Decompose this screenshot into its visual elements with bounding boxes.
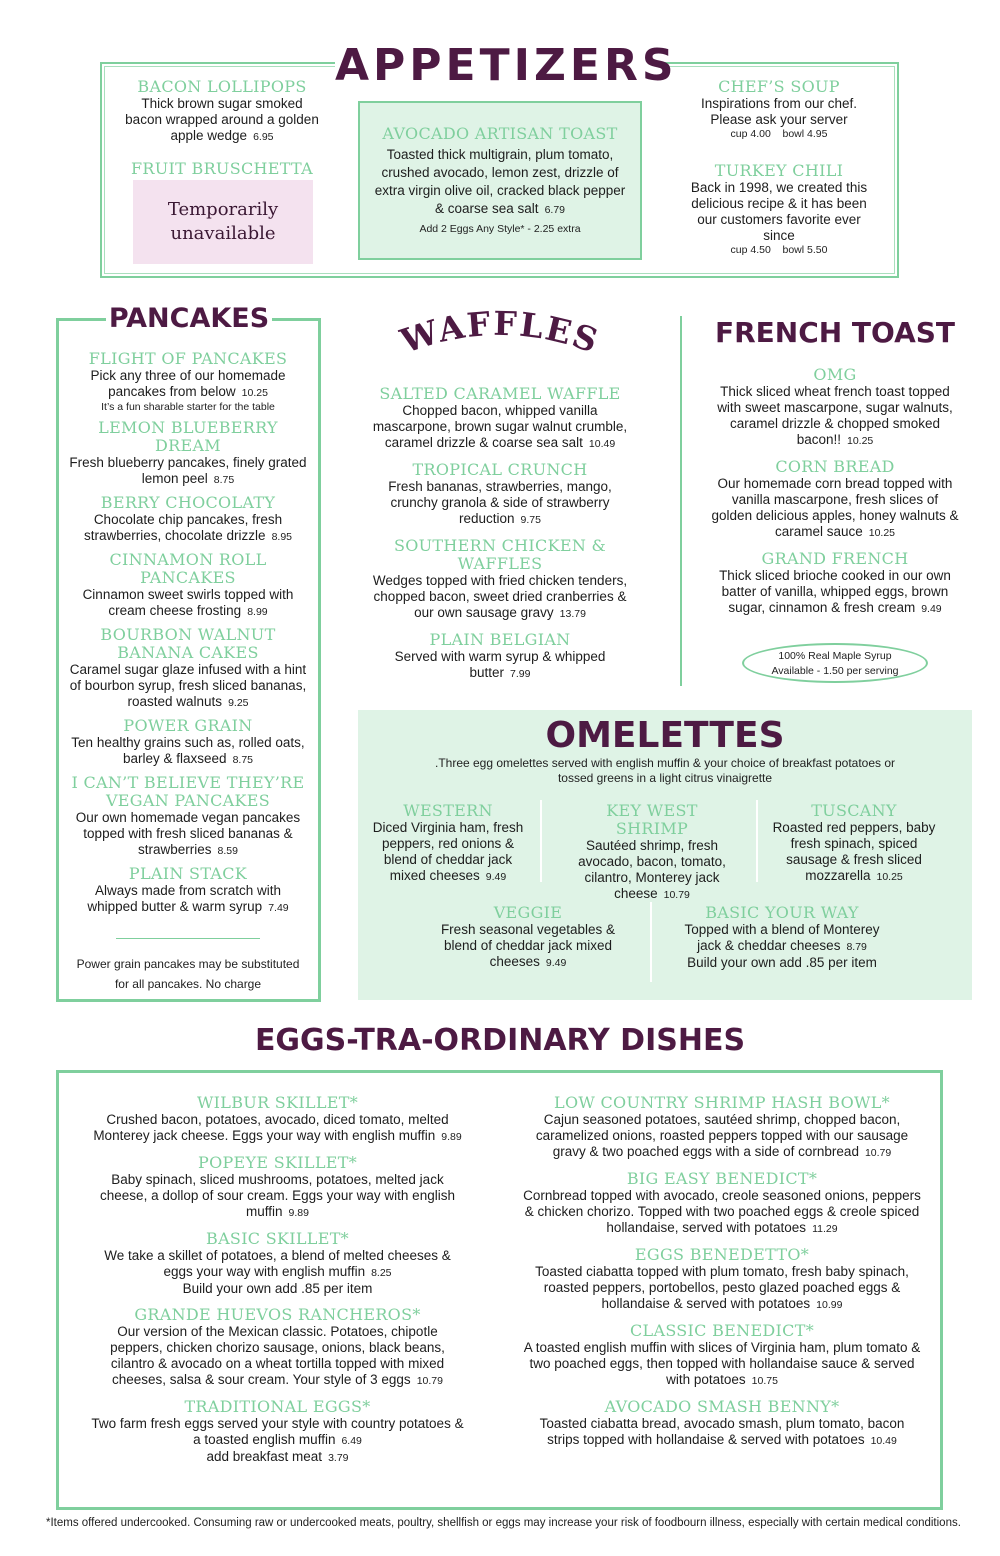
omelette-divider-1 bbox=[540, 800, 542, 882]
item-price: 7.49 bbox=[268, 902, 289, 914]
item-price: 9.49 bbox=[485, 871, 507, 883]
menu-item bbox=[68, 865, 308, 916]
item-price: 9.25 bbox=[228, 697, 249, 709]
item-title: AVOCADO ARTISAN TOAST bbox=[382, 124, 618, 143]
item-price: 9.89 bbox=[288, 1207, 309, 1219]
item-title: CINNAMON ROLL PANCAKES bbox=[109, 550, 267, 587]
item-desc-text: Diced Virginia ham, fresh peppers, red onions & blend of cheddar jack mixed cheeses bbox=[372, 820, 524, 883]
item-title: GRAND FRENCH bbox=[761, 549, 909, 568]
menu-item bbox=[710, 550, 960, 617]
item-desc-text: Wedges topped with fried chicken tenders, chopped bacon, sweet dried cranberries & our own sausage gravy bbox=[372, 573, 628, 620]
item-desc: Inspirations from our chef. Please ask your server bbox=[700, 96, 858, 127]
item-desc bbox=[68, 455, 308, 488]
menu-item bbox=[522, 1170, 922, 1237]
item-desc-text: Two farm fresh eggs served your style with country potatoes & a toasted english muffin bbox=[91, 1416, 464, 1447]
item-note: Add 2 Eggs Any Style* - 2.25 extra bbox=[419, 223, 581, 235]
item-desc-text: Served with warm syrup & whipped butter bbox=[394, 649, 606, 680]
omelettes-intro: .Three egg omelettes served with english muffin & your choice of breakfast potatoes or tossed greens in a light citrus vinaigrette bbox=[434, 756, 896, 785]
item-desc bbox=[122, 96, 322, 145]
menu-item bbox=[68, 717, 308, 768]
omelette-basic-your-way bbox=[676, 904, 888, 971]
item-note bbox=[68, 401, 308, 413]
omelette-divider-3 bbox=[650, 902, 652, 982]
item-desc bbox=[366, 820, 530, 885]
omelette-western bbox=[366, 802, 530, 885]
item-desc-text: Toasted thick multigrain, plum tomato, crushed avocado, lemon zest, drizzle of extra virgin olive oil, cracked black pepper & coarse sea salt bbox=[374, 147, 626, 216]
item-title: KEY WEST SHRIMP bbox=[606, 801, 698, 838]
item-desc-text: Baby spinach, sliced mushrooms, potatoes, melted jack cheese, a dollop of sour cream. Eggs your way with english muffin bbox=[100, 1172, 455, 1219]
menu-item bbox=[522, 1398, 922, 1449]
pancakes-footnote: Power grain pancakes may be substituted for all pancakes. No charge bbox=[76, 957, 300, 991]
item-desc-text: Our homemade corn bread topped with vanilla mascarpone, fresh slices of golden delicious apples, honey walnuts & caramel sauce bbox=[711, 476, 959, 539]
item-price: 8.79 bbox=[846, 941, 867, 953]
item-price: 8.75 bbox=[232, 754, 253, 766]
menu-item bbox=[90, 1230, 465, 1297]
eggs-left-column bbox=[90, 1094, 465, 1475]
item-price: 10.75 bbox=[751, 1375, 778, 1387]
item-desc bbox=[68, 587, 308, 620]
item-price: 10.79 bbox=[864, 1147, 892, 1159]
item-price: 8.25 bbox=[371, 1267, 392, 1279]
item-desc bbox=[710, 384, 960, 449]
item-desc bbox=[364, 649, 636, 682]
menu-item bbox=[68, 626, 308, 711]
item-title: WILBUR SKILLET* bbox=[196, 1093, 359, 1112]
item-note-text: It’s a fun sharable starter for the table bbox=[101, 401, 275, 413]
item-desc-text: Roasted red peppers, baby fresh spinach, spiced sausage & fresh sliced mozzarella bbox=[772, 820, 936, 883]
menu-item bbox=[522, 1322, 922, 1389]
eggs-right-column bbox=[522, 1094, 922, 1458]
omelettes-heading: OMELETTES bbox=[545, 715, 785, 756]
item-price: 10.25 bbox=[241, 387, 268, 399]
item-title: PLAIN BELGIAN bbox=[429, 630, 571, 649]
item-desc-text: We take a skillet of potatoes, a blend of melted cheeses & eggs your way with english muffin bbox=[104, 1248, 451, 1279]
item-note bbox=[90, 1449, 465, 1466]
item-desc-text: A toasted english muffin with slices of Virginia ham, plum tomato & two poached eggs, then topped with hollandaise sauce & served with potatoes bbox=[523, 1340, 921, 1387]
item-price: 8.59 bbox=[217, 845, 238, 857]
waffles-french-divider bbox=[680, 316, 682, 686]
waffle-list bbox=[364, 385, 636, 691]
cup-price: 4.50 bbox=[750, 244, 771, 256]
item-title: BERRY CHOCOLATY bbox=[100, 493, 276, 512]
waffles-heading-svg bbox=[380, 300, 620, 370]
item-note-text: Build your own add .85 per item bbox=[182, 1281, 373, 1296]
item-price: 6.79 bbox=[544, 204, 565, 216]
item-note: Build your own add .85 per item bbox=[687, 955, 877, 970]
item-desc bbox=[90, 1248, 465, 1281]
item-title: WESTERN bbox=[403, 801, 493, 820]
item-desc-text: Cornbread topped with avocado, creole seasoned onions, peppers & chicken chorizo. Topped with two poached eggs & creole spiced hollandaise, served with potatoes bbox=[523, 1188, 921, 1235]
menu-item bbox=[522, 1094, 922, 1161]
item-title: OMG bbox=[813, 365, 857, 384]
item-note bbox=[90, 1281, 465, 1297]
menu-item bbox=[90, 1094, 465, 1145]
item-desc bbox=[772, 820, 936, 885]
item-desc-text: Ten healthy grains such as, rolled oats, barley & flaxseed bbox=[71, 735, 305, 766]
undercooked-disclaimer: *Items offered undercooked. Consuming raw or undercooked meats, poultry, shellfish or eggs may increase your risk of foodbourn illness, especially with certain medical conditions. bbox=[46, 1517, 961, 1529]
item-desc-text: Fresh seasonal vegetables & blend of cheddar jack mixed cheeses bbox=[440, 922, 616, 969]
item-desc-text: Cinnamon sweet swirls topped with cream cheese frosting bbox=[82, 587, 294, 618]
cup-price: 4.00 bbox=[750, 128, 771, 140]
item-desc bbox=[570, 838, 734, 903]
item-price: 11.29 bbox=[812, 1223, 838, 1235]
menu-item bbox=[710, 366, 960, 449]
item-note-price: 3.79 bbox=[328, 1452, 349, 1464]
french-toast-heading: FRENCH TOAST bbox=[714, 316, 956, 349]
pancakes-divider bbox=[116, 938, 260, 939]
omelette-veggie bbox=[440, 904, 616, 971]
omelette-divider-2 bbox=[756, 800, 758, 882]
pancake-list bbox=[68, 350, 308, 922]
item-desc bbox=[90, 1324, 465, 1389]
item-title: AVOCADO SMASH BENNY* bbox=[604, 1397, 840, 1416]
item-price: 8.75 bbox=[213, 474, 235, 486]
item-price: 6.95 bbox=[253, 131, 274, 143]
item-title: BIG EASY BENEDICT* bbox=[626, 1169, 818, 1188]
menu-item bbox=[364, 537, 636, 622]
item-title: SALTED CARAMEL WAFFLE bbox=[379, 384, 621, 403]
item-desc bbox=[90, 1172, 465, 1221]
item-desc-text: Our own homemade vegan pancakes topped with fresh sliced bananas & strawberries bbox=[75, 810, 301, 857]
item-desc-text: Crushed bacon, potatoes, avocado, diced tomato, melted Monterey jack cheese. Eggs your way with english muffin bbox=[93, 1112, 449, 1143]
appetizer-turkey-chili bbox=[690, 162, 868, 256]
item-price: 10.99 bbox=[816, 1299, 843, 1311]
item-title: EGGS BENEDETTO* bbox=[634, 1245, 810, 1264]
item-title: BACON LOLLIPOPS bbox=[137, 77, 307, 96]
waffles-heading: WAFFLES bbox=[395, 303, 605, 361]
item-desc-text: Toasted ciabatta topped with plum tomato, fresh baby spinach, roasted peppers, portobellos, pesto glazed poached eggs & hollandaise & served with potatoes bbox=[535, 1264, 909, 1311]
item-price: 9.75 bbox=[520, 514, 541, 526]
pancakes-heading: PANCAKES bbox=[108, 303, 270, 334]
item-desc bbox=[68, 512, 308, 545]
item-title: LEMON BLUEBERRY DREAM bbox=[98, 418, 278, 455]
item-desc bbox=[68, 662, 308, 711]
eggs-heading: EGGS-TRA-ORDINARY DISHES bbox=[254, 1023, 746, 1058]
item-title: TRADITIONAL EGGS* bbox=[184, 1397, 371, 1416]
item-desc-text: Toasted ciabatta bread, avocado smash, plum tomato, bacon strips topped with hollandaise & served with potatoes bbox=[539, 1416, 905, 1447]
item-price: 9.49 bbox=[921, 603, 942, 615]
item-title: I CAN’T BELIEVE THEY’RE VEGAN PANCAKES bbox=[71, 773, 305, 810]
item-desc bbox=[364, 403, 636, 452]
item-price: 10.25 bbox=[847, 435, 874, 447]
item-prices bbox=[690, 128, 868, 140]
menu-item bbox=[68, 350, 308, 413]
item-desc-text: Pick any three of our homemade pancakes from below bbox=[90, 368, 286, 399]
unavailable-badge bbox=[133, 180, 313, 264]
item-desc-text: Cajun seasoned potatoes, sautéed shrimp, chopped bacon, caramelized onions, roasted peppers topped with our sausage gravy & two poached eggs with a side of cornbread bbox=[535, 1112, 909, 1159]
menu-item bbox=[364, 461, 636, 528]
item-desc bbox=[68, 810, 308, 859]
item-title: CLASSIC BENEDICT* bbox=[630, 1321, 814, 1340]
item-title: BOURBON WALNUT BANANA CAKES bbox=[100, 625, 276, 662]
item-desc bbox=[522, 1112, 922, 1161]
item-desc-text: Thick sliced brioche cooked in our own batter of vanilla, whipped eggs, brown sugar, cinnamon & fresh cream bbox=[719, 568, 951, 615]
item-desc-text: Thick brown sugar smoked bacon wrapped around a golden apple wedge bbox=[125, 96, 319, 143]
item-desc-text: Our version of the Mexican classic. Potatoes, chipotle peppers, chicken chorizo sausage, onions, black beans, cilantro & avocado on a wheat tortilla topped with mixed cheeses, salsa & sour cream. Your style of 3 eggs bbox=[110, 1324, 445, 1387]
item-desc bbox=[522, 1188, 922, 1237]
item-title: FLIGHT OF PANCAKES bbox=[88, 349, 288, 368]
item-title: VEGGIE bbox=[493, 903, 563, 922]
item-desc bbox=[676, 922, 888, 955]
item-desc bbox=[364, 479, 636, 528]
cup-label: cup bbox=[730, 244, 748, 256]
item-price: 10.79 bbox=[663, 889, 690, 901]
item-desc-text: Fresh bananas, strawberries, mango, crunchy granola & side of strawberry reduction bbox=[388, 479, 612, 526]
menu-item bbox=[364, 385, 636, 452]
appetizers-heading: APPETIZERS bbox=[335, 40, 678, 91]
bowl-label: bowl bbox=[782, 128, 805, 140]
item-desc bbox=[68, 735, 308, 768]
omelette-tuscany bbox=[772, 802, 936, 885]
item-title: TROPICAL CRUNCH bbox=[412, 460, 588, 479]
item-desc bbox=[710, 568, 960, 617]
appetizer-chefs-soup bbox=[690, 78, 868, 140]
item-title: POPEYE SKILLET* bbox=[198, 1153, 357, 1172]
item-price: 10.25 bbox=[868, 527, 896, 539]
item-desc-text: Caramel sugar glaze infused with a hint of bourbon syrup, fresh sliced bananas, roasted walnuts bbox=[69, 662, 307, 709]
menu-item bbox=[710, 458, 960, 541]
cup-label: cup bbox=[730, 128, 748, 140]
item-desc bbox=[90, 1112, 465, 1145]
appetizer-bacon-lollipops bbox=[122, 78, 322, 145]
syrup-line1: 100% Real Maple Syrup bbox=[778, 650, 892, 662]
item-desc bbox=[522, 1340, 922, 1389]
item-desc-text: Chocolate chip pancakes, fresh strawberries, chocolate drizzle bbox=[83, 512, 283, 543]
avocado-toast-panel bbox=[358, 101, 642, 260]
item-price: 10.49 bbox=[588, 438, 616, 450]
item-title: CORN BREAD bbox=[775, 457, 895, 476]
menu-item bbox=[90, 1154, 465, 1221]
item-title: TUSCANY bbox=[811, 801, 897, 820]
item-desc-text: Sautéed shrimp, fresh avocado, bacon, tomato, cilantro, Monterey jack cheese bbox=[578, 838, 726, 901]
item-desc-text: Chopped bacon, whipped vanilla mascarpone, brown sugar walnut crumble, caramel drizzle & coarse sea salt bbox=[372, 403, 628, 450]
item-title: BASIC SKILLET* bbox=[206, 1229, 349, 1248]
item-desc bbox=[522, 1416, 922, 1449]
item-price: 9.89 bbox=[441, 1131, 462, 1143]
item-title: SOUTHERN CHICKEN & WAFFLES bbox=[393, 536, 607, 573]
menu-item bbox=[68, 551, 308, 620]
menu-item bbox=[68, 494, 308, 545]
item-desc bbox=[68, 368, 308, 401]
item-title: PLAIN STACK bbox=[128, 864, 248, 883]
item-desc bbox=[90, 1416, 465, 1449]
menu-item bbox=[90, 1306, 465, 1389]
item-price: 10.49 bbox=[870, 1435, 897, 1447]
item-title: GRANDE HUEVOS RANCHEROS* bbox=[134, 1305, 421, 1324]
item-title: BASIC YOUR WAY bbox=[705, 903, 859, 922]
item-prices bbox=[690, 244, 868, 256]
item-desc: Back in 1998, we created this delicious recipe & it has been our customers favorite ever since bbox=[690, 180, 868, 243]
menu-item bbox=[90, 1398, 465, 1466]
bowl-price: 5.50 bbox=[807, 244, 828, 256]
french-toast-list bbox=[710, 366, 960, 626]
menu-item bbox=[364, 631, 636, 682]
menu-item bbox=[522, 1246, 922, 1313]
item-price: 8.95 bbox=[271, 531, 292, 543]
item-price: 6.49 bbox=[341, 1435, 362, 1447]
item-title: CHEF’S SOUP bbox=[718, 77, 840, 96]
item-price: 13.79 bbox=[559, 608, 586, 620]
maple-syrup-badge bbox=[742, 643, 928, 683]
item-desc bbox=[370, 146, 630, 219]
item-desc bbox=[364, 573, 636, 622]
item-price: 9.49 bbox=[545, 957, 567, 969]
item-desc-text: Fresh blueberry pancakes, finely grated lemon peel bbox=[69, 455, 307, 486]
item-desc bbox=[68, 883, 308, 916]
item-price: 7.99 bbox=[510, 668, 531, 680]
menu-item bbox=[68, 774, 308, 859]
item-desc-text: Topped with a blend of Monterey jack & cheddar cheeses bbox=[684, 922, 880, 953]
item-title: LOW COUNTRY SHRIMP HASH BOWL* bbox=[554, 1093, 890, 1112]
appetizer-fruit-bruschetta-title: FRUIT BRUSCHETTA bbox=[131, 159, 313, 178]
item-desc bbox=[440, 922, 616, 971]
item-title: TURKEY CHILI bbox=[714, 161, 844, 180]
item-price: 10.79 bbox=[416, 1375, 443, 1387]
item-desc-text: Thick sliced wheat french toast topped with sweet mascarpone, sugar walnuts, caramel drizzle & chopped smoked bacon!! bbox=[717, 384, 953, 447]
item-desc-text: Always made from scratch with whipped butter & warm syrup bbox=[87, 883, 282, 914]
unavailable-text: Temporarily unavailable bbox=[167, 199, 279, 244]
item-price: 8.99 bbox=[247, 606, 268, 618]
item-price: 10.25 bbox=[876, 871, 903, 883]
item-title: POWER GRAIN bbox=[123, 716, 253, 735]
syrup-line2: Available - 1.50 per serving bbox=[771, 665, 899, 677]
bowl-label: bowl bbox=[782, 244, 805, 256]
item-desc bbox=[522, 1264, 922, 1313]
bowl-price: 4.95 bbox=[807, 128, 828, 140]
omelette-key-west-shrimp bbox=[570, 802, 734, 903]
item-desc bbox=[710, 476, 960, 541]
item-note-text: add breakfast meat bbox=[206, 1449, 323, 1464]
menu-item bbox=[68, 419, 308, 488]
